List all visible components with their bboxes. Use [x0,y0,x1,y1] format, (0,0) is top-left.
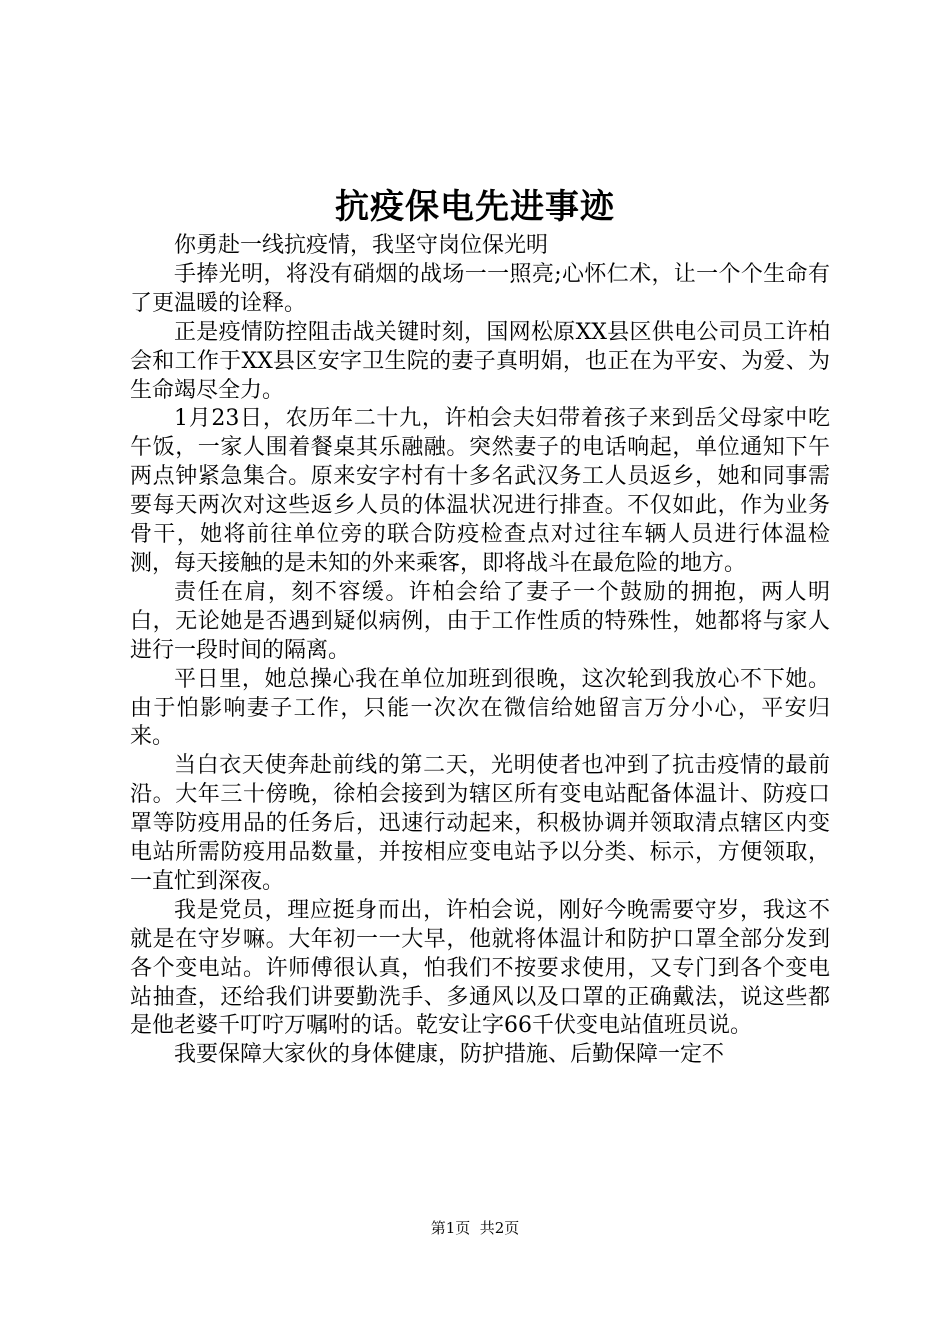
paragraph: 平日里，她总操心我在单位加班到很晚，这次轮到我放心不下她。由于怕影响妻子工作，只能一次次在微信给她留言万分小心，平安归来。 [130,666,830,750]
paragraph: 我是党员，理应挺身而出，许柏会说，刚好今晚需要守岁，我这不就是在守岁嘛。大年初一一大早，他就将体温计和防护口罩全部分发到各个变电站。许师傅很认真，怕我们不按要求使用，又专门到各个变电站抽查，还给我们讲要勤洗手、多通风以及口罩的正确戴法，说这些都是他老婆千叮咛万嘱咐的话。乾安让字66千伏变电站值班员说。 [130,897,830,1039]
paragraph: 你勇赴一线抗疫情，我坚守岗位保光明 [174,233,549,258]
page-footer: 第1页 共2页 [430,1219,520,1237]
paragraph: 我要保障大家伙的身体健康，防护措施、后勤保障一定不 [174,1042,725,1068]
paragraph: 正是疫情防控阻击战关键时刻，国网松原XX县区供电公司员工许柏会和工作于XX县区安字卫生院的妻子真明娟，也正在为平安、为爱、为生命竭尽全力。 [130,319,830,403]
document-body [130,232,830,1070]
document-title: 抗疫保电先进事迹 [335,187,615,227]
paragraph: 责任在肩，刻不容缓。许柏会给了妻子一个鼓励的拥抱，两人明白，无论她是否遇到疑似病例，由于工作性质的特殊性，她都将与家人进行一段时间的隔离。 [130,579,830,663]
paragraph: 1月23日，农历年二十九，许柏会夫妇带着孩子来到岳父母家中吃午饭，一家人围着餐桌其乐融融。突然妻子的电话响起，单位通知下午两点钟紧急集合。原来安字村有十多名武汉务工人员返乡，她和同事需要每天两次对这些返乡人员的体温状况进行排查。不仅如此，作为业务骨干，她将前往单位旁的联合防疫检查点对过往车辆人员进行体温检测，每天接触的是未知的外来乘客，即将战斗在最危险的地方。 [130,406,830,576]
paragraph: 手捧光明，将没有硝烟的战场一一照亮;心怀仁术，让一个个生命有了更温暖的诠释。 [130,261,830,316]
paragraph: 当白衣天使奔赴前线的第二天，光明使者也冲到了抗击疫情的最前沿。大年三十傍晚，徐柏会接到为辖区所有变电站配备体温计、防疫口罩等防疫用品的任务后，迅速行动起来，积极协调并领取清点辖区内变电站所需防疫用品数量，并按相应变电站予以分类、标示，方便领取，一直忙到深夜。 [130,753,830,894]
